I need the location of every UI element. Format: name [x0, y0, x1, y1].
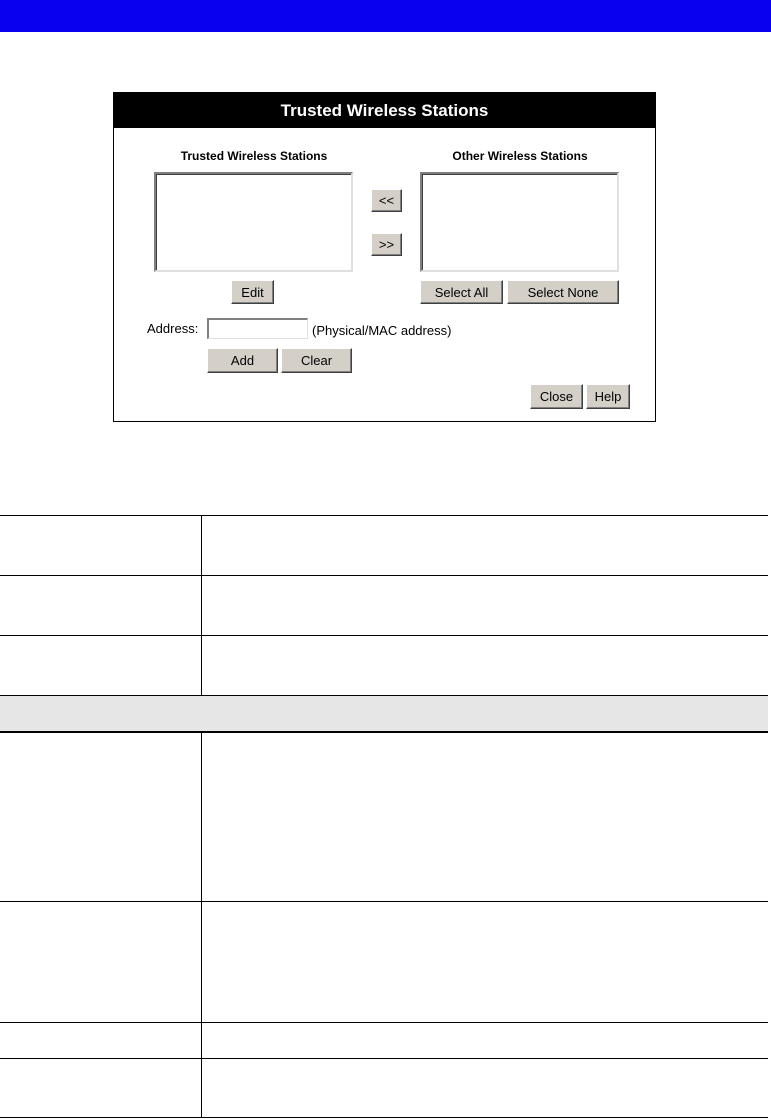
dialog-title: Trusted Wireless Stations	[114, 93, 655, 128]
table-row-divider	[0, 575, 768, 576]
address-hint: (Physical/MAC address)	[312, 323, 452, 338]
table-row-divider	[0, 1058, 768, 1059]
select-all-button[interactable]: Select All	[420, 280, 503, 304]
table-column-divider	[201, 733, 202, 1117]
section-header-row	[0, 696, 768, 732]
top-banner	[0, 0, 771, 32]
move-to-other-button[interactable]: >>	[371, 233, 402, 256]
table-row-divider	[0, 635, 768, 636]
table-row-divider	[0, 731, 768, 733]
other-stations-list[interactable]	[420, 172, 619, 272]
table-row-divider	[0, 1117, 768, 1118]
table-column-divider	[201, 515, 202, 695]
table-row-divider	[0, 1022, 768, 1023]
select-none-button[interactable]: Select None	[507, 280, 619, 304]
table-row-divider	[0, 515, 768, 516]
edit-button[interactable]: Edit	[231, 280, 274, 304]
add-button[interactable]: Add	[207, 348, 278, 373]
trusted-stations-list[interactable]	[154, 172, 353, 272]
move-to-trusted-button[interactable]: <<	[371, 189, 402, 212]
other-stations-heading: Other Wireless Stations	[452, 149, 588, 163]
help-button[interactable]: Help	[586, 384, 630, 409]
close-button[interactable]: Close	[530, 384, 583, 409]
trusted-stations-dialog	[113, 92, 656, 422]
table-row-divider	[0, 901, 768, 902]
table-row-divider	[0, 695, 768, 696]
address-input[interactable]	[207, 318, 308, 339]
address-label: Address:	[147, 321, 199, 336]
trusted-stations-heading: Trusted Wireless Stations	[180, 149, 328, 163]
clear-button[interactable]: Clear	[281, 348, 352, 373]
